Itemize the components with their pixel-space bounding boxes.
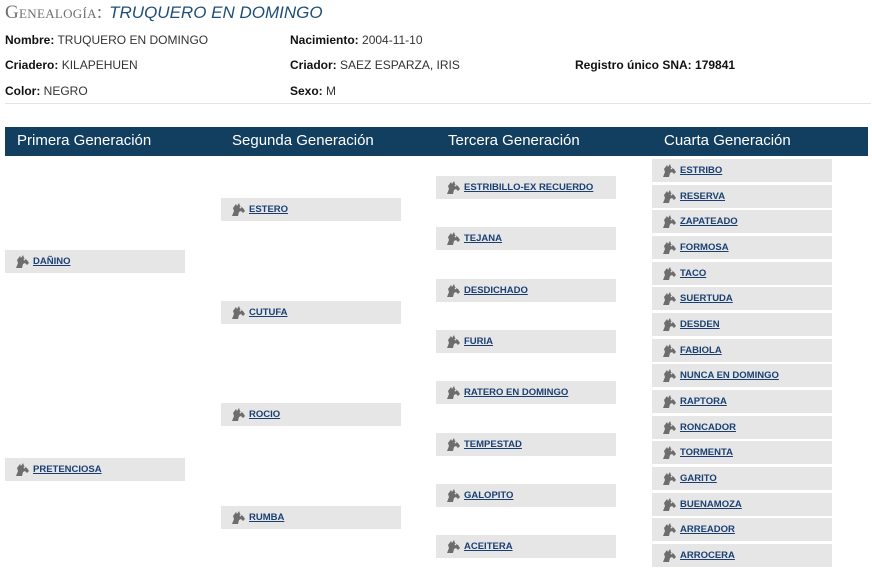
ancestor-link[interactable]: ZAPATEADO	[680, 216, 738, 227]
info-value: NEGRO	[43, 84, 88, 98]
gen3-ancestor-box	[436, 227, 616, 250]
horse-head-icon	[661, 522, 677, 537]
gen4-ancestor-box	[652, 441, 832, 464]
gen3-ancestor-box	[436, 535, 616, 558]
gen4-ancestor-box	[652, 544, 832, 567]
info-label: Nombre:	[5, 33, 55, 47]
horse-head-icon	[230, 305, 246, 320]
info-sexo	[290, 83, 336, 99]
info-value: TRUQUERO EN DOMINGO	[57, 33, 209, 47]
horse-head-icon	[661, 497, 677, 512]
gen4-ancestor-box	[652, 313, 832, 336]
horse-head-icon	[445, 334, 461, 349]
gen2-ancestor-box	[221, 506, 401, 529]
info-value: KILAPEHUEN	[61, 58, 138, 72]
horse-head-icon	[661, 214, 677, 229]
horse-head-icon	[661, 368, 677, 383]
gen4-ancestor-box	[652, 236, 832, 259]
horse-head-icon	[14, 254, 30, 269]
horse-head-icon	[661, 291, 677, 306]
ancestor-link[interactable]: ROCIO	[249, 409, 281, 420]
ancestor-link[interactable]: FABIOLA	[680, 345, 722, 356]
gen4-ancestor-box	[652, 493, 832, 516]
header-gen1: Primera Generación	[17, 132, 152, 149]
gen4-ancestor-box	[652, 467, 832, 490]
ancestor-link[interactable]: NUNCA EN DOMINGO	[680, 370, 779, 381]
ancestor-link[interactable]: ESTERO	[249, 204, 289, 215]
generations-header	[5, 127, 868, 156]
ancestor-link[interactable]: TEJANA	[464, 233, 503, 244]
horse-head-icon	[661, 189, 677, 204]
ancestor-link[interactable]: ESTRIBILLO-EX RECUERDO	[464, 182, 594, 193]
horse-head-icon	[230, 510, 246, 525]
header-gen3: Tercera Generación	[448, 132, 580, 149]
header-gen4: Cuarta Generación	[664, 132, 791, 149]
gen3-ancestor-box	[436, 330, 616, 353]
ancestor-link[interactable]: ESTRIBO	[680, 165, 723, 176]
horse-head-icon	[230, 407, 246, 422]
horse-head-icon	[14, 462, 30, 477]
gen3-ancestor-box	[436, 279, 616, 302]
ancestor-link[interactable]: FURIA	[464, 336, 494, 347]
ancestor-link[interactable]: CUTUFA	[249, 307, 288, 318]
ancestor-link[interactable]: RAPTORA	[680, 396, 727, 407]
horse-head-icon	[445, 488, 461, 503]
horse-head-icon	[661, 548, 677, 563]
ancestor-link[interactable]: GALOPITO	[464, 490, 514, 501]
info-color	[5, 83, 88, 99]
ancestor-link[interactable]: DAÑINO	[33, 256, 71, 267]
page-title	[5, 2, 323, 24]
horse-head-icon	[445, 385, 461, 400]
ancestor-link[interactable]: RESERVA	[680, 191, 726, 202]
horse-head-icon	[661, 471, 677, 486]
ancestor-link[interactable]: ACEITERA	[464, 541, 513, 552]
gen4-ancestor-box	[652, 339, 832, 362]
horse-head-icon	[445, 180, 461, 195]
ancestor-link[interactable]: TACO	[680, 268, 707, 279]
info-criador	[290, 57, 460, 73]
horse-head-icon	[661, 394, 677, 409]
horse-name-title: TRUQUERO EN DOMINGO	[109, 3, 323, 22]
header-gen2: Segunda Generación	[232, 132, 374, 149]
horse-head-icon	[661, 445, 677, 460]
info-registro	[575, 57, 735, 73]
title-label: Genealogía:	[5, 2, 103, 23]
gen4-ancestor-box	[652, 287, 832, 310]
info-nacimiento	[290, 32, 423, 48]
gen4-ancestor-box	[652, 416, 832, 439]
horse-head-icon	[661, 317, 677, 332]
gen2-ancestor-box	[221, 301, 401, 324]
ancestor-link[interactable]: FORMOSA	[680, 242, 729, 253]
info-value: M	[326, 84, 337, 98]
info-label: Criador:	[290, 58, 337, 72]
gen4-ancestor-box	[652, 185, 832, 208]
horse-head-icon	[445, 283, 461, 298]
ancestor-link[interactable]: RONCADOR	[680, 422, 736, 433]
gen1-ancestor-box	[5, 250, 185, 273]
info-label: Criadero:	[5, 58, 59, 72]
ancestor-link[interactable]: RATERO EN DOMINGO	[464, 387, 569, 398]
gen4-ancestor-box	[652, 390, 832, 413]
ancestor-link[interactable]: TEMPESTAD	[464, 439, 522, 450]
horse-head-icon	[445, 539, 461, 554]
horse-head-icon	[445, 437, 461, 452]
divider	[5, 103, 871, 104]
gen1-ancestor-box	[5, 458, 185, 481]
info-label: Sexo:	[290, 84, 323, 98]
gen4-ancestor-box	[652, 210, 832, 233]
info-label: Color:	[5, 84, 41, 98]
info-value: 179841	[695, 58, 736, 72]
gen4-ancestor-box	[652, 364, 832, 387]
ancestor-link[interactable]: PRETENCIOSA	[33, 464, 102, 475]
ancestor-link[interactable]: ARREADOR	[680, 524, 735, 535]
info-value: 2004-11-10	[362, 33, 423, 47]
gen2-ancestor-box	[221, 403, 401, 426]
ancestor-link[interactable]: TORMENTA	[680, 447, 733, 458]
horse-head-icon	[661, 240, 677, 255]
info-criadero	[5, 57, 138, 73]
ancestor-link[interactable]: GARITO	[680, 473, 717, 484]
horse-head-icon	[230, 202, 246, 217]
ancestor-link[interactable]: BUENAMOZA	[680, 499, 742, 510]
horse-head-icon	[445, 231, 461, 246]
info-nombre	[5, 32, 208, 48]
gen3-ancestor-box	[436, 433, 616, 456]
info-label: Nacimiento:	[290, 33, 359, 47]
horse-head-icon	[661, 420, 677, 435]
horse-head-icon	[661, 163, 677, 178]
info-value: SAEZ ESPARZA, IRIS	[340, 58, 460, 72]
gen4-ancestor-box	[652, 518, 832, 541]
ancestor-link[interactable]: RUMBA	[249, 512, 285, 523]
horse-head-icon	[661, 266, 677, 281]
gen3-ancestor-box	[436, 484, 616, 507]
gen3-ancestor-box	[436, 381, 616, 404]
gen4-ancestor-box	[652, 159, 832, 182]
ancestor-link[interactable]: DESDICHADO	[464, 285, 528, 296]
gen4-ancestor-box	[652, 262, 832, 285]
ancestor-link[interactable]: SUERTUDA	[680, 293, 733, 304]
gen2-ancestor-box	[221, 198, 401, 221]
ancestor-link[interactable]: DESDEN	[680, 319, 720, 330]
info-label: Registro único SNA:	[575, 58, 692, 72]
gen3-ancestor-box	[436, 176, 616, 199]
ancestor-link[interactable]: ARROCERA	[680, 550, 735, 561]
horse-head-icon	[661, 343, 677, 358]
